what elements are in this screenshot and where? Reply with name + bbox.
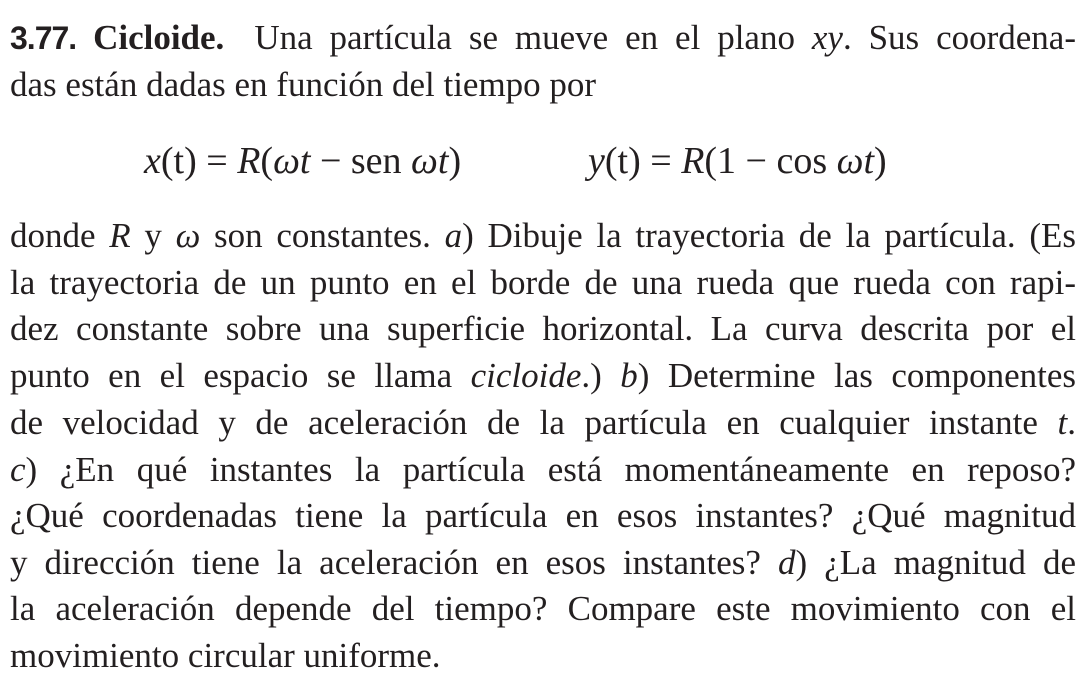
body-line-10: movimiento circular uniforme. — [10, 636, 441, 675]
part-d-label: d — [778, 543, 796, 582]
body-line-6: c) ¿En qué instantes la partícula está momentáneamente en reposo? — [10, 450, 1076, 489]
plane-label: xy — [811, 18, 843, 57]
body-line-8: y dirección tiene la aceleración en esos instantes? d) ¿La magnitud de — [10, 543, 1076, 582]
equation-x: x(t) = R(ωt − sen ωt) — [144, 140, 462, 182]
part-b-label: b — [620, 356, 638, 395]
body-line-1: donde R y ω son constantes. a) Dibuje la trayectoria de la partícula. (Es — [10, 216, 1076, 255]
body-line-2: la trayectoria de un punto en el borde de una rueda que rueda con rapi- — [10, 263, 1076, 302]
body-line-3: dez constante sobre una superficie horizontal. La curva descrita por el — [10, 309, 1076, 348]
part-c-label: c — [10, 450, 26, 489]
intro-line-2: das están dadas en función del tiempo por — [10, 65, 597, 104]
intro-text: Una partícula se mueve en el plano — [254, 18, 812, 57]
body-line-7: ¿Qué coordenadas tiene la partícula en esos instantes? ¿Qué magnitud — [10, 496, 1076, 535]
body-line-5: de velocidad y de aceleración de la partícula en cualquier instante t. — [10, 403, 1076, 442]
body-line-9: la aceleración depende del tiempo? Compare este movimiento con el — [10, 589, 1076, 628]
equation-y: y(t) = R(1 − cos ωt) — [588, 140, 887, 182]
cycloid-term: cicloide — [470, 356, 582, 395]
problem-title: Cicloide. — [93, 18, 225, 57]
problem-number: 3.77. — [10, 20, 77, 56]
part-a-label: a — [444, 216, 463, 255]
problem-heading-line: 3.77. Cicloide. Una partícula se mueve en el plano xy. Sus coordena- — [10, 18, 1076, 57]
body-line-4: punto en el espacio se llama cicloide.) b) Determine las componentes — [10, 356, 1076, 395]
